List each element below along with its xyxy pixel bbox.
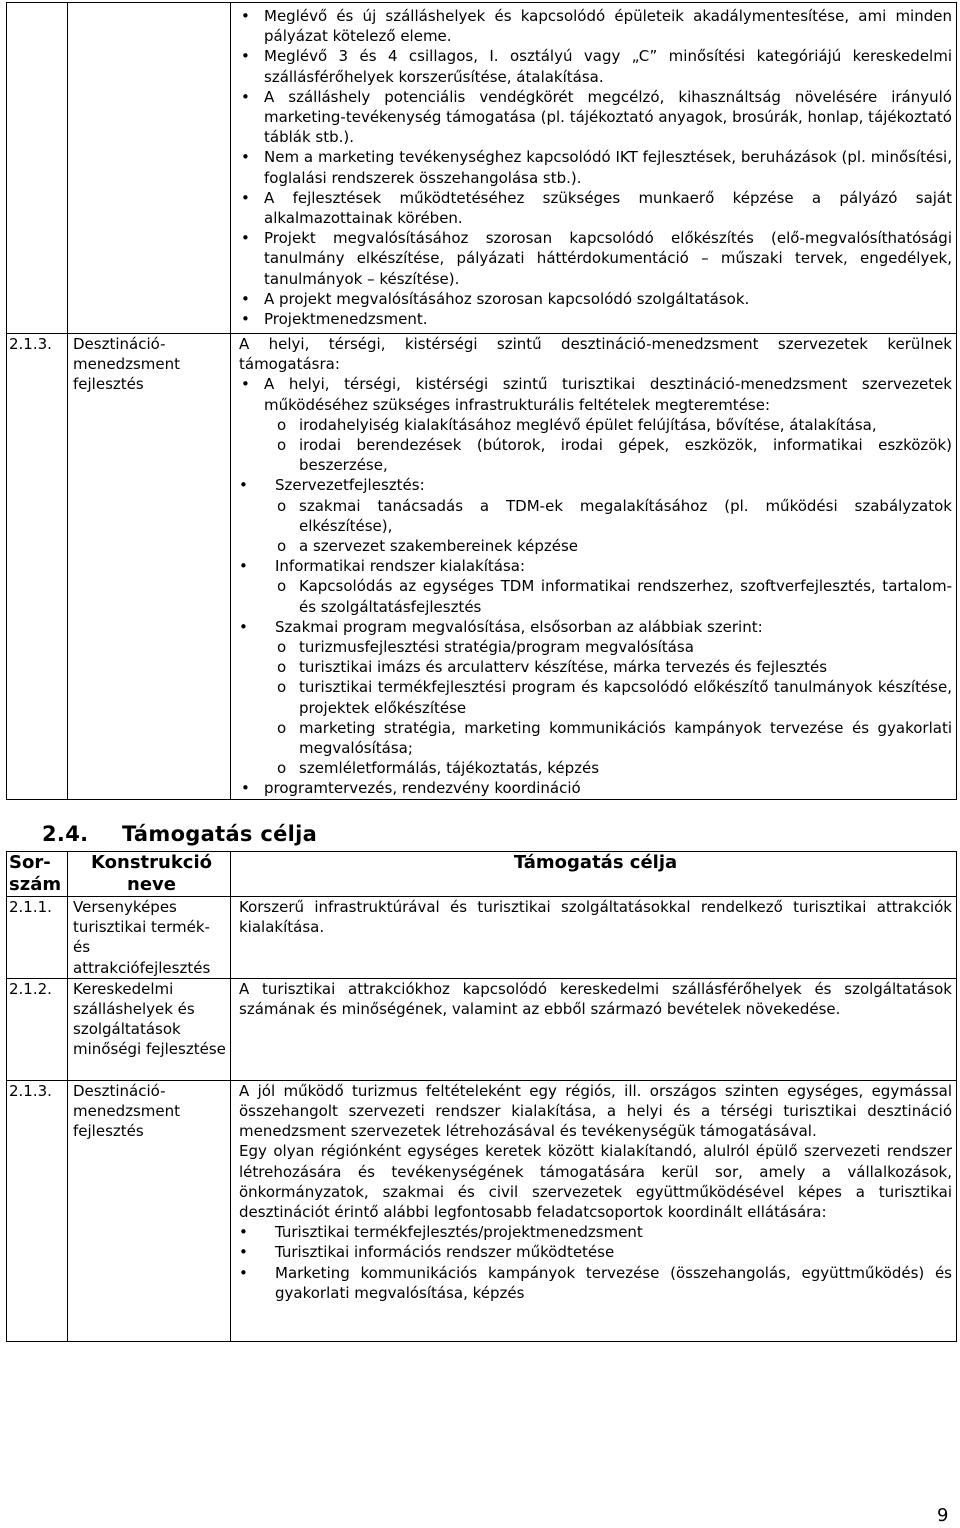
list-item: • Nem a marketing tevékenységhez kapcsolódó IKT fejlesztések, beruházások (pl. minősítési, foglalási rendszerek összehangolása stb.). (239, 147, 952, 187)
sublist-item: o szemléletformálás, tájékoztatás, képzés (239, 758, 952, 778)
list-item: • Projektmenedzsment. (239, 309, 952, 329)
row-number: 2.1.1. (7, 897, 68, 979)
sublist (239, 576, 952, 616)
list-item-text: A helyi, térségi, kistérségi szintű turisztikai desztináció-menedzsment szervezetek működéséhez szükséges infrastrukturális feltételek megteremtése: (264, 375, 952, 414)
sublist-item: o turisztikai termékfejlesztési program és kapcsolódó előkészítő tanulmányok készítése, projektek előkészítése (239, 677, 952, 717)
sublist (239, 637, 952, 778)
construction-name: Versenyképes turisztikai termék- és attrakciófejlesztés (68, 897, 231, 979)
sublist-item: o marketing stratégia, marketing kommunikációs kampányok tervezése és gyakorlati megvalósítása; (239, 718, 952, 758)
goal-paragraph: A jól működő turizmus feltételeként egy régiós, ill. országos szinten egységes, egymással összehangolt szervezeti rendszer kialakítása, a helyi és a térségi turisztikai desztináció menedzsment szervezetek létrehozásával és tevékenységük támogatásával. (239, 1081, 952, 1141)
row-number: 2.1.3. (7, 1080, 68, 1341)
sublist-item: o turizmusfejlesztési stratégia/program megvalósítása (239, 637, 952, 657)
table-header-row (7, 852, 957, 897)
list-item: • A fejlesztések működtetéséhez szükséges munkaerő képzése a pályázó saját alkalmazottainak körében. (239, 188, 952, 228)
tdm-list-2 (239, 475, 952, 495)
support-goal: Korszerű infrastruktúrával és turisztikai szolgáltatásokkal rendelkező turisztikai attrakciók kialakítása. (231, 897, 957, 979)
sublist-item: o irodahelyiség kialakításához meglévő épület felújítása, bővítése, átalakítása, (239, 415, 952, 435)
table-row (7, 3, 957, 334)
sublist-item: o Kapcsolódás az egységes TDM informatikai rendszerhez, szoftverfejlesztés, tartalom- és szolgáltatásfejlesztés (239, 576, 952, 616)
construction-name: Desztináció-menedzsment fejlesztés (68, 334, 231, 800)
eligible-activities-cell (231, 3, 957, 334)
table-row (7, 897, 957, 979)
header-cel: Támogatás célja (231, 852, 957, 897)
sublist-item: o turisztikai imázs és arculatterv készítése, márka tervezés és fejlesztés (239, 657, 952, 677)
page-number: 9 (937, 1505, 949, 1526)
tdm-list-5 (239, 778, 952, 798)
list-item: • Projekt megvalósításához szorosan kapcsolódó előkészítés (elő-megvalósíthatósági tanulmány elkészítése, pályázati háttérdokumentáció – műszaki tervek, engedélyek, tanulmányok – készítése). (239, 228, 952, 289)
goal-paragraph: Egy olyan régiónként egységes keretek között kialakítandó, alulról épülő szervezeti rendszer létrehozására és tevékenységének támogatására kerül sor, amely a vállalkozások, önkormányzatok, szakmai és civil szervezetek együttműködésével képes a turisztikai desztinációt érintő alábbi legfontosabb feladatcsoportok koordinált ellátására: (239, 1142, 952, 1222)
tdm-list-4 (239, 617, 952, 637)
table-row (7, 978, 957, 1080)
section-heading (42, 822, 317, 846)
tdm-activities-cell (231, 334, 957, 800)
sublist (239, 496, 952, 557)
list-item: • Meglévő 3 és 4 csillagos, I. osztályú vagy „C” minősítési kategóriájú kereskedelmi szállásférőhelyek korszerűsítése, átalakítása. (239, 46, 952, 86)
list-item: • Szakmai program megvalósítása, elsősorban az alábbiak szerint: (239, 617, 952, 637)
list-item: • A projekt megvalósításához szorosan kapcsolódó szolgáltatások. (239, 289, 952, 309)
header-sorszam: Sor-szám (7, 852, 68, 897)
support-goal: A turisztikai attrakciókhoz kapcsolódó kereskedelmi szállásférőhelyek és szolgáltatások számának és minőségének, valamint az ebből származó bevételek növekedése. (231, 978, 957, 1080)
construction-name: Desztináció-menedzsment fejlesztés (68, 1080, 231, 1341)
support-goal-table (6, 851, 957, 1342)
construction-name: Kereskedelmi szálláshelyek és szolgáltatások minőségi fejlesztése (68, 978, 231, 1080)
intro-text: A helyi, térségi, kistérségi szintű desztináció-menedzsment szervezetek kerülnek támogatásra: (239, 335, 952, 374)
sublist-item: o szakmai tanácsadás a TDM-ek megalakításához (pl. működési szabályzatok elkészítése), (239, 496, 952, 536)
list-item: • Turisztikai információs rendszer működtetése (239, 1242, 952, 1262)
table-row (7, 1080, 957, 1341)
list-item: • Marketing kommunikációs kampányok tervezése (összehangolás, együttműködés) és gyakorlati megvalósítása, képzés (239, 1263, 952, 1303)
sublist (239, 415, 952, 476)
row-number: 2.1.3. (7, 334, 68, 800)
list-item: • Szervezetfejlesztés: (239, 475, 952, 495)
row-number: 2.1.2. (7, 978, 68, 1080)
support-goal (231, 1080, 957, 1341)
list-item: • programtervezés, rendezvény koordináció (239, 778, 952, 798)
section-number: 2.4. (42, 822, 89, 846)
list-item: • Meglévő és új szálláshelyek és kapcsolódó épületeik akadálymentesítése, ami minden pályázat kötelező eleme. (239, 6, 952, 46)
section-title: Támogatás célja (122, 822, 318, 846)
measures-table (6, 2, 957, 800)
list-item: • A szálláshely potenciális vendégkörét megcélzó, kihasználtság növelésére irányuló marketing-tevékenység támogatása (pl. tájékoztató anyagok, brosúrák, honlap, tájékoztató táblák stb.). (239, 87, 952, 148)
list-item: • Informatikai rendszer kialakítása: (239, 556, 952, 576)
sublist-item: o a szervezet szakembereinek képzése (239, 536, 952, 556)
task-group-list (239, 1222, 952, 1303)
header-konstrukcio: Konstrukció neve (68, 852, 231, 897)
tdm-list (239, 374, 952, 414)
tdm-list-3 (239, 556, 952, 576)
list-item: • Turisztikai termékfejlesztés/projektmenedzsment (239, 1222, 952, 1242)
activities-list (239, 6, 952, 329)
sublist-item: o irodai berendezések (bútorok, irodai gépek, eszközök, informatikai eszközök) beszerzése, (239, 435, 952, 475)
table-row (7, 334, 957, 800)
list-item (239, 374, 952, 414)
